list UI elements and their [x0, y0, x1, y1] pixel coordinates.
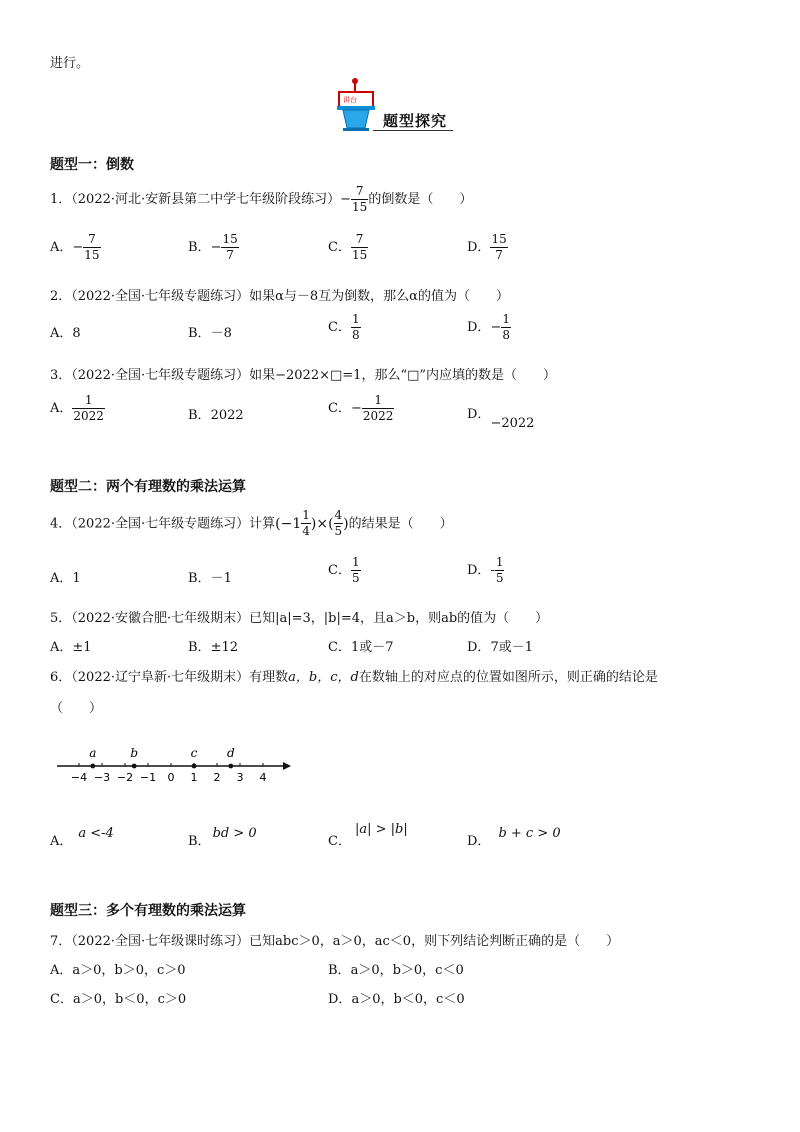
- axis-tick-label: 3: [236, 771, 244, 784]
- q2-option-d[interactable]: D．− $\frac{1}{8}$: [467, 312, 510, 342]
- q6-vars: a，b，c，d: [288, 670, 359, 685]
- q5-option-c[interactable]: C．1或－7: [328, 640, 394, 655]
- question-1: [50, 184, 472, 215]
- q2-option-b[interactable]: B．－8: [188, 326, 232, 341]
- q1-option-a[interactable]: A．− $\frac{7}{15}$: [50, 232, 100, 262]
- q4-option-d[interactable]: D．- $\frac{1}{5}$: [467, 555, 504, 585]
- q3-option-a[interactable]: A． $\frac{1}{2022}$: [50, 393, 104, 423]
- question-2: 2．（2022·全国·七年级专题练习）如果α与－8互为倒数，那么α的值为（ ）: [50, 289, 509, 304]
- q5-option-b[interactable]: B．±12: [188, 640, 238, 655]
- q3-option-b[interactable]: B．2022: [188, 408, 244, 423]
- axis-point-label-a: a: [89, 746, 97, 760]
- question-6: 6．（2022·辽宁阜新·七年级期末）有理数a，b，c，d在数轴上的对应点的位置如图所示，则正确的结论是: [50, 670, 658, 685]
- q3-option-d[interactable]: D．−2022: [467, 407, 535, 431]
- section-title: 题型三：多个有理数的乘法运算: [50, 903, 246, 919]
- q6-option-d[interactable]: D．b + c > 0: [467, 826, 561, 849]
- q2-option-a[interactable]: A．8: [50, 326, 81, 341]
- banner-underline: [373, 130, 453, 131]
- q6-paren: （ ）: [50, 701, 103, 716]
- q7-option-c[interactable]: C．a＞0，b＜0，c＞0: [50, 992, 187, 1007]
- q3-option-c[interactable]: C．− $\frac{1}{2022}$: [328, 393, 394, 423]
- axis-point-label-c: c: [190, 746, 198, 760]
- q6-option-b[interactable]: B．bd > 0: [188, 826, 257, 849]
- q1-stem-before: 1．（2022·河北·安新县第二中学七年级阶段练习）: [50, 192, 341, 207]
- q4-option-b[interactable]: B．－1: [188, 571, 232, 586]
- q3-expression: −2022×□=1: [275, 368, 362, 383]
- q1-stem-after: 的倒数是（ ）: [368, 192, 473, 207]
- q7-option-a[interactable]: A．a＞0，b＞0，c＞0: [50, 963, 186, 978]
- banner-title: 题型探究: [383, 112, 448, 130]
- question-5: 5．（2022·安徽合肥·七年级期末）已知|a|=3，|b|=4，且a＞b，则ab的值为（ ）: [50, 611, 549, 626]
- podium-icon: [333, 78, 383, 134]
- q1-option-c[interactable]: C． $\frac{7}{15}$: [328, 232, 368, 262]
- axis-tick-label: −4: [70, 771, 88, 784]
- axis-point-b: [132, 764, 137, 769]
- q4-expression: (−1 $\frac{1}{4}$ )×( $\frac{4}{5}$ ): [275, 508, 349, 538]
- q1-fraction: $\frac{7}{15}$: [352, 184, 368, 214]
- axis-point-a: [90, 764, 95, 769]
- axis-point-label-b: b: [130, 746, 139, 760]
- q5-option-d[interactable]: D．7或－1: [467, 640, 533, 655]
- section-title: 题型二：两个有理数的乘法运算: [50, 479, 246, 495]
- intro-tail: 进行。: [50, 56, 90, 71]
- axis-tick-label: −2: [116, 771, 134, 784]
- q1-option-b[interactable]: B．− $\frac{15}{7}$: [188, 232, 238, 262]
- axis-tick-label: −1: [139, 771, 157, 784]
- question-3: 3．（2022·全国·七年级专题练习）如果−2022×□=1，那么“□”内应填的数是（ ）: [50, 368, 557, 383]
- q5-option-a[interactable]: A．±1: [50, 640, 92, 655]
- q6-option-c[interactable]: C．|a| > |b|: [328, 822, 408, 849]
- podium-text: 讲台: [343, 96, 357, 104]
- axis-arrow-icon: [283, 762, 291, 770]
- q7-option-b[interactable]: B．a＞0，b＞0，c＜0: [328, 963, 464, 978]
- number-line: [55, 742, 295, 786]
- axis-tick-label: 0: [167, 771, 175, 784]
- axis-tick-label: 1: [190, 771, 198, 784]
- section-title: 题型一：倒数: [50, 157, 134, 173]
- axis-point-c: [192, 764, 197, 769]
- q1-sign: −: [340, 192, 352, 207]
- question-7: 7．（2022·全国·七年级课时练习）已知abc＞0，a＞0，ac＜0，则下列结论判断正确的是（ ）: [50, 934, 620, 949]
- axis-tick-label: 4: [259, 771, 267, 784]
- q6-option-a[interactable]: A．a <-4: [50, 826, 114, 849]
- q4-option-a[interactable]: A．1: [50, 571, 81, 586]
- q7-option-d[interactable]: D．a＞0，b＜0，c＜0: [328, 992, 465, 1007]
- q1-option-d[interactable]: D． $\frac{15}{7}$: [467, 232, 507, 262]
- question-4: 4．（2022·全国·七年级专题练习）计算(−1 $\frac{1}{4}$ )×( $\frac{4}{5}$ )的结果是（ ）: [50, 508, 453, 538]
- q4-option-c[interactable]: C． $\frac{1}{5}$: [328, 555, 360, 585]
- axis-point-d: [228, 764, 233, 769]
- q2-option-c[interactable]: C． $\frac{1}{8}$: [328, 312, 360, 342]
- axis-tick-label: −3: [93, 771, 111, 784]
- section-banner: [333, 78, 463, 136]
- axis-tick-label: 2: [213, 771, 221, 784]
- axis-point-label-d: d: [226, 746, 235, 760]
